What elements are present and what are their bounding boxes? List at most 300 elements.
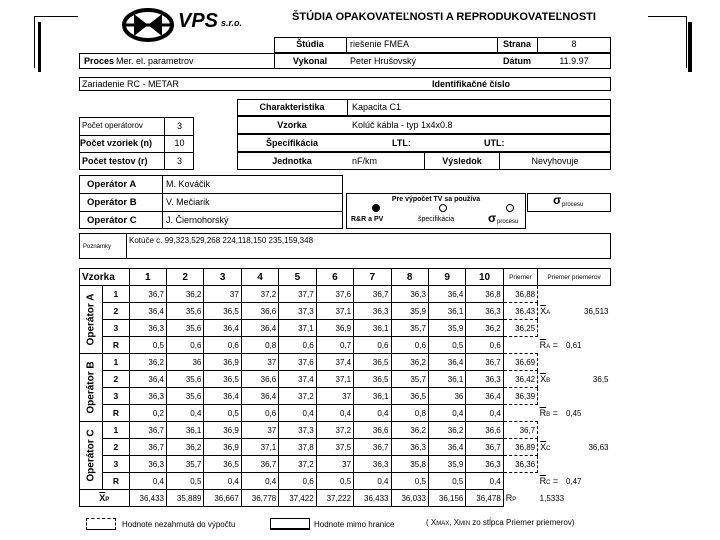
legend-note-min: MIN [459,521,471,527]
row-average: 36,7 [503,422,537,439]
value-cell: 0,6 [279,473,316,490]
xp-value: 36,033 [391,490,428,507]
xp-symbol: $\overline{X}$ [99,493,106,503]
value-cell: 36 [428,388,465,405]
row-average-empty [503,473,537,490]
value-cell: 35,7 [391,320,428,337]
value-cell: 0,5 [391,473,428,490]
row-label: 1 [103,422,129,439]
sigma-sub: procesu [562,202,584,208]
value-cell: 36,3 [391,286,428,303]
value-cell: 37,3 [279,422,316,439]
value-cell: 0,6 [279,337,316,354]
table-header-row [80,269,611,286]
xbar-sub: A [546,310,551,316]
sigma-label: σ [553,193,562,207]
value-cell: 36,1 [166,422,203,439]
xbar-value: 36,513 [584,306,609,316]
summary-empty [538,422,611,439]
poznamky-text: Kotúče c. 99,323,529,268 224,118,150 235,159,348 [129,236,314,245]
row-average-empty [503,337,537,354]
operator-vertical-label: Operátor C [85,429,97,482]
rp-sub: P [512,497,517,503]
value-cell: 0,4 [166,405,203,422]
value-cell: 0,4 [354,405,391,422]
value-cell: 36,4 [204,388,241,405]
value-cell: 36,7 [354,439,391,456]
value-cell: 0,4 [466,473,503,490]
value-cell: 36,4 [466,388,503,405]
value-cell: 36,7 [466,354,503,371]
company-logo [118,6,178,44]
divider [126,233,127,259]
operator-group-label [80,354,103,422]
ltl-label: LTL: [392,138,411,148]
row-average-empty [503,405,537,422]
xp-value: 37,422 [279,490,316,507]
poznamky-label: Poznámky [83,244,112,250]
legend-outside-text: Hodnote mimo hranice [314,520,395,529]
value-cell: 37,6 [279,354,316,371]
value-cell: 0,5 [316,473,353,490]
value-cell: 0,5 [166,473,203,490]
rbar-label: $\overline{R}A$ = [539,340,558,350]
xp-value: 36,667 [204,490,241,507]
value-cell: 37,1 [241,439,278,456]
table-row [80,320,611,337]
value-cell: 36,8 [466,286,503,303]
rbar-label: $\overline{R}C$ = [539,476,559,486]
priemer-priemerov-header: Priemer priemerov [538,269,611,286]
frame-shadow-right [688,22,692,72]
legend-note-mid: , X [449,518,460,527]
value-cell: 36,7 [129,439,166,456]
column-header-7: 7 [354,269,391,286]
value-cell: 36,9 [204,439,241,456]
xbar-symbol: $\overline{X}$ [540,374,547,384]
value-cell: 36,2 [391,422,428,439]
opt-sigma: σ [488,211,497,225]
value-cell: 36,3 [354,456,391,473]
value-cell: 37,3 [279,303,316,320]
operator-group-label [80,286,103,354]
company-suffix: s.r.o. [221,18,243,28]
value-cell: 0,5 [428,337,465,354]
vzorka-header: Vzorka [80,269,130,286]
table-row [80,439,611,456]
row-label: 3 [103,320,129,337]
value-cell: 36 [166,354,203,371]
value-cell: 36,6 [241,303,278,320]
value-cell: 36,4 [129,371,166,388]
radio-sigma-procesu[interactable] [506,204,514,212]
vzorka-value: Kolúč kábla - typ 1x4x0.8 [352,120,453,130]
column-header-10: 10 [466,269,503,286]
column-header-4: 4 [241,269,278,286]
value-cell: 36,4 [129,303,166,320]
opt-specifikacia: špecifikácia [418,216,455,223]
frame-line-left-top [34,16,78,17]
row-average: 36,39 [503,388,537,405]
vzorka-label: Vzorka [277,120,307,130]
row-average: 36,25 [503,320,537,337]
value-cell: 36,4 [241,320,278,337]
value-cell: 36,7 [241,456,278,473]
value-cell: 36,2 [166,439,203,456]
value-cell: 0,6 [166,337,203,354]
vykonal-label: Vykonal [292,56,328,66]
xp-value: 36,433 [129,490,166,507]
xbar-label [538,439,564,456]
xp-row [80,490,611,507]
tv-title: Pre výpočet TV sa používa [391,196,481,203]
table-row [80,303,611,320]
value-cell: 36,3 [466,371,503,388]
operator-b-value: V. Mečiarik [166,197,210,207]
jednotka-label: Jednotka [272,156,312,166]
charakteristika-label: Charakteristika [259,102,325,112]
value-cell: 0,4 [241,473,278,490]
rp-value: 1,5333 [539,493,565,503]
value-cell: 36,2 [466,320,503,337]
jednotka-value: nF/km [352,156,378,166]
summary-empty [538,456,611,473]
value-cell: 37,5 [316,439,353,456]
value-cell: 0,8 [391,405,428,422]
value-cell: 36,2 [166,286,203,303]
value-cell: 0,4 [129,473,166,490]
table-row [80,473,611,490]
row-average: 36,42 [503,371,537,388]
value-cell: 36,3 [129,320,166,337]
column-header-1: 1 [129,269,166,286]
value-cell: 0,4 [428,405,465,422]
xp-value: 36,433 [354,490,391,507]
identifikacne-cislo: Identifikačné číslo [432,79,511,89]
value-cell: 36,7 [354,286,391,303]
column-header-9: 9 [428,269,465,286]
legend-outside-swatch [270,518,310,530]
page-title: ŠTÚDIA OPAKOVATEĽNOSTI A REPRODUKOVATEĽNOSTI [292,11,596,23]
studia-label: Štúdia [296,39,324,49]
testov-label: Počet testov (r) [82,156,148,166]
value-cell: 0,5 [428,473,465,490]
xp-sub: P [105,497,110,503]
row-average: 36,43 [503,303,537,320]
table-row [80,286,611,303]
rbar-value: 0,61 [565,340,582,350]
value-cell: 0,6 [466,337,503,354]
value-cell: 0,5 [204,405,241,422]
frame-line-right-vert [686,16,687,68]
value-cell: 37,1 [279,320,316,337]
divider [79,211,343,212]
vykonal-value: Peter Hrušovský [350,56,417,66]
value-cell: 36,4 [241,388,278,405]
value-cell: 35,7 [166,456,203,473]
proces-value: Mer. el. parametrov [116,56,194,66]
column-header-5: 5 [279,269,316,286]
value-cell: 36,5 [204,303,241,320]
value-cell: 37,7 [279,286,316,303]
value-cell: 37 [241,354,278,371]
datum-value: 11.9.97 [559,56,589,66]
table-row [80,422,611,439]
specifikacia-label: Špecifikácia [265,138,319,148]
value-cell: 35,6 [166,388,203,405]
value-cell: 0,6 [204,337,241,354]
value-cell: 36,7 [466,439,503,456]
summary-empty [538,320,611,337]
strana-label: Strana [502,39,531,49]
value-cell: 37 [316,388,353,405]
column-header-2: 2 [166,269,203,286]
legend-note [426,519,575,527]
xbar-symbol: $\overline{X}$ [540,306,547,316]
legend-note-open: ( X [426,518,437,527]
row-label: 2 [103,371,129,388]
value-cell: 35,9 [428,320,465,337]
table-row [80,337,611,354]
value-cell: 36,1 [428,371,465,388]
value-cell: 36,2 [129,354,166,371]
proces-label: Proces [84,56,115,66]
xbar-sub: B [546,378,551,384]
summary-empty [538,354,611,371]
row-label: 1 [103,286,129,303]
xp-value: 36,156 [428,490,465,507]
xp-value: 36,478 [466,490,503,507]
studia-value: riešenie FMEA [350,39,410,49]
radio-specifikacia[interactable] [439,204,447,212]
xp-value: 36,778 [241,490,278,507]
row-label: 1 [103,354,129,371]
legend-note-max: MAX [436,521,450,527]
table-row [80,405,611,422]
xp-value: 35,889 [166,490,203,507]
value-cell: 36,3 [466,303,503,320]
value-cell: 36,5 [391,388,428,405]
radio-rr-pv[interactable] [372,204,380,212]
value-cell: 37,1 [316,303,353,320]
rbar-value: 0,45 [565,408,582,418]
value-cell: 36,3 [129,456,166,473]
legend-excluded-text: Hodnote nezahrnutá do výpočtu [122,520,236,529]
legend-excluded-swatch [86,518,116,530]
value-cell: 35,6 [166,371,203,388]
value-cell: 37,4 [279,371,316,388]
value-cell: 36,6 [241,371,278,388]
xp-label [80,490,130,507]
rbar-symbol: $\overline{R}$ [539,340,547,350]
table-row [80,388,611,405]
datum-label: Dátum [502,56,531,66]
value-cell: 36,2 [428,422,465,439]
operator-vertical-label: Operátor B [85,361,97,414]
xbar-symbol: $\overline{X}$ [540,442,547,452]
vysledok-label: Výsledok [442,156,482,166]
vysledok-value: Nevyhovuje [531,156,579,166]
xp-value: 37,222 [316,490,353,507]
value-cell: 37 [204,286,241,303]
xbar-value: 36,5 [592,374,609,384]
value-cell: 35,7 [391,371,428,388]
value-cell: 36,2 [391,354,428,371]
measurement-table [79,268,611,507]
frame-line-right-top [648,16,686,17]
value-cell: 0,6 [354,337,391,354]
vzoriek-label: Počet vzoriek (n) [80,138,153,148]
value-cell: 0,8 [241,337,278,354]
value-cell: 36,4 [428,439,465,456]
rbar-sub: B [546,412,551,418]
value-cell: 36,4 [428,286,465,303]
xbar-value: 36,63 [588,442,609,452]
summary-empty [538,286,611,303]
value-cell: 37,8 [279,439,316,456]
value-cell: 36,7 [129,422,166,439]
value-cell: 36,5 [204,456,241,473]
frame-shadow-left [38,22,41,72]
rp-symbol: R [505,493,513,503]
operatorov-label: Počet operátorov [82,121,143,130]
operator-group-label [80,422,103,490]
vps-logo-icon [118,6,178,44]
value-cell: 35,9 [391,303,428,320]
value-cell: 36,1 [428,303,465,320]
row-average: 36,69 [503,354,537,371]
xbar-sub: C [546,446,551,452]
strana-value: 8 [571,39,577,49]
opt-rr-pv: R&R a PV [351,216,384,223]
xbar-label [538,303,564,320]
divider [162,175,163,229]
column-header-8: 8 [391,269,428,286]
table-row [80,371,611,388]
title-box [274,5,614,33]
value-cell: 0,4 [279,405,316,422]
value-cell: 36,3 [466,456,503,473]
rbar-symbol: $\overline{R}$ [539,476,547,486]
value-cell: 35,6 [166,320,203,337]
priemer-header: Priemer [503,269,537,286]
column-header-3: 3 [204,269,241,286]
value-cell: 37,4 [316,354,353,371]
value-cell: 36,5 [354,354,391,371]
company-name: VPS [178,10,219,32]
vzoriek-value: 10 [174,138,185,148]
xbar-label [538,371,564,388]
value-cell: 36,9 [204,354,241,371]
rp-label [503,490,537,507]
operator-vertical-label: Operátor A [85,293,97,346]
value-cell: 36,3 [354,303,391,320]
value-cell: 36,6 [466,422,503,439]
value-cell: 0,4 [354,473,391,490]
frame-line-left-vert [34,16,35,68]
divider [79,152,194,153]
divider [79,193,343,194]
row-average: 36,89 [503,439,537,456]
rbar-sub: C [546,480,551,486]
value-cell: 0,4 [316,405,353,422]
value-cell: 37,2 [279,456,316,473]
zariadenie: Zariadenie RC - METAR [82,79,179,89]
value-cell: 36,3 [129,388,166,405]
table-row [80,354,611,371]
value-cell: 37,1 [316,371,353,388]
value-cell: 37,2 [241,286,278,303]
table-row [80,456,611,473]
value-cell: 35,6 [166,303,203,320]
column-header-6: 6 [316,269,353,286]
value-cell: 35,9 [428,456,465,473]
summary-empty [538,388,611,405]
operatorov-value: 3 [176,121,182,131]
opt-sigma-sub: procesu [497,219,519,225]
operator-a-value: M. Kováčik [166,179,211,189]
operator-c-label: Operátor C [87,215,137,226]
legend-note-close: zo stĺpca Priemer priemerov) [470,518,575,527]
utl-label: UTL: [484,138,505,148]
value-cell: 36,4 [428,354,465,371]
row-average: 36,88 [503,286,537,303]
value-cell: 36,1 [354,320,391,337]
value-cell: 36,9 [204,422,241,439]
value-cell: 36,1 [354,388,391,405]
value-cell: 37,2 [279,388,316,405]
row-label: 2 [103,303,129,320]
value-cell: 0,2 [129,405,166,422]
value-cell: 36,4 [204,320,241,337]
operator-a-label: Operátor A [87,179,137,190]
rbar-symbol: $\overline{R}$ [539,408,547,418]
row-label: 3 [103,456,129,473]
row-label: 3 [103,388,129,405]
charakteristika-value: Kapacita C1 [352,102,402,112]
row-label: 2 [103,439,129,456]
rbar-value: 0,47 [565,476,582,486]
row-label: R [103,473,129,490]
value-cell: 0,6 [391,337,428,354]
value-cell: 36,6 [354,422,391,439]
value-cell: 37,6 [316,286,353,303]
value-cell: 36,5 [204,371,241,388]
value-cell: 0,7 [316,337,353,354]
value-cell: 36,3 [391,439,428,456]
value-cell: 37,2 [316,422,353,439]
value-cell: 0,4 [204,473,241,490]
value-cell: 36,7 [129,286,166,303]
row-average: 36,36 [503,456,537,473]
row-label: R [103,405,129,422]
value-cell: 36,9 [316,320,353,337]
value-cell: 37 [241,422,278,439]
testov-value: 3 [176,156,182,166]
divider [79,135,194,136]
operator-c-value: J. Čiernohorský [166,215,229,225]
rbar-label: $\overline{R}B$ = [539,408,558,418]
row-label: R [103,337,129,354]
value-cell: 0,6 [241,405,278,422]
value-cell: 36,5 [354,371,391,388]
value-cell: 0,4 [466,405,503,422]
operator-b-label: Operátor B [87,197,137,208]
value-cell: 0,5 [129,337,166,354]
value-cell: 35,8 [391,456,428,473]
rbar-sub: A [546,344,551,350]
value-cell: 37 [316,456,353,473]
